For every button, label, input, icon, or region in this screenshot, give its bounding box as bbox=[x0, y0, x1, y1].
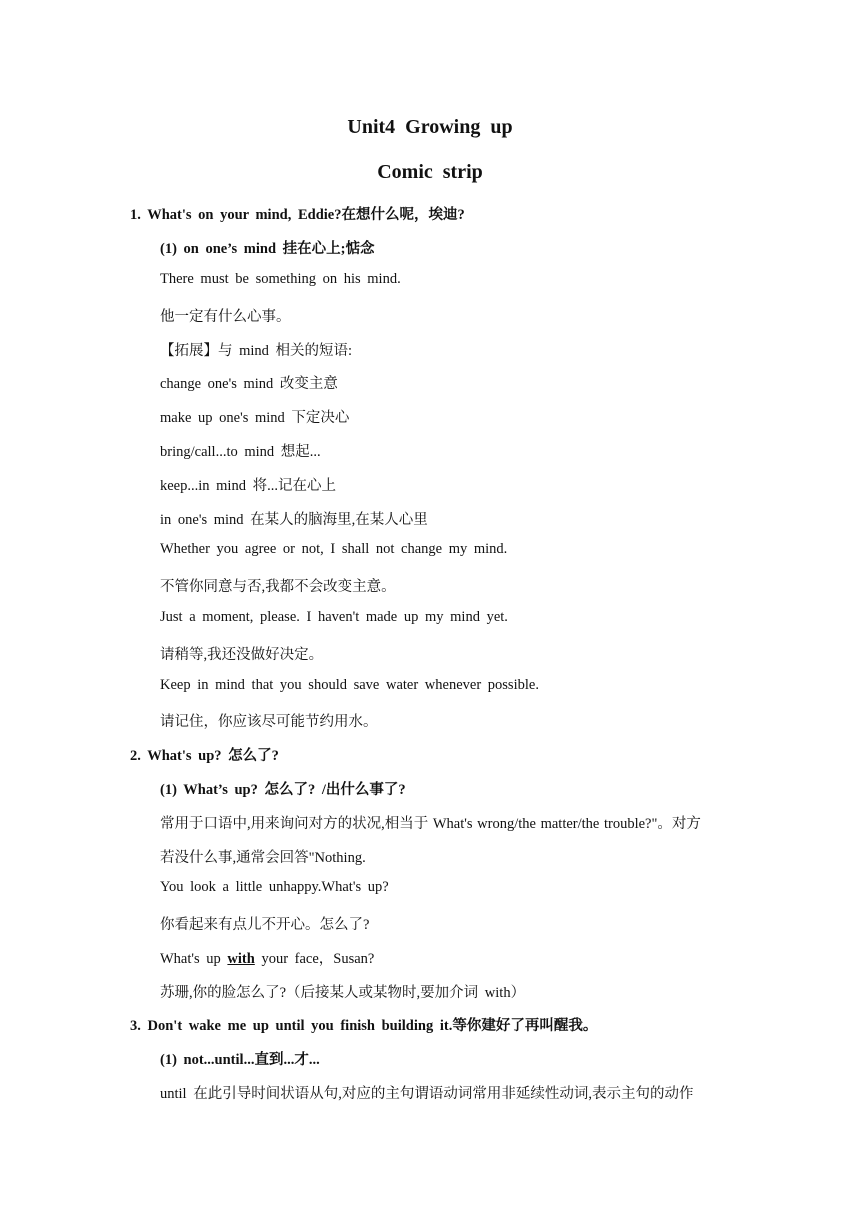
text-line: There must be something on his mind. bbox=[160, 271, 401, 287]
text-line: 请记住，你应该尽可能节约用水。 bbox=[160, 714, 378, 730]
text-line: Just a moment, please. I haven't made up my mind yet. bbox=[160, 609, 508, 625]
section-heading-1: 1. What's on your mind, Eddie?在想什么呢，埃迪? bbox=[130, 207, 465, 223]
example-sentence bbox=[160, 947, 374, 968]
section-heading-3: 3. Don't wake me up until you finish building it.等你建好了再叫醒我。 bbox=[130, 1018, 598, 1034]
example-post: your face，Susan? bbox=[254, 951, 375, 967]
text-line: 请稍等,我还没做好决定。 bbox=[160, 647, 324, 663]
text-line: Whether you agree or not, I shall not change my mind. bbox=[160, 541, 508, 557]
text-line: 不管你同意与否,我都不会改变主意。 bbox=[160, 579, 396, 595]
text-line: keep...in mind 将...记在心上 bbox=[160, 478, 336, 494]
text-line: 他一定有什么心事。 bbox=[160, 309, 291, 325]
example-pre: What's up bbox=[160, 951, 228, 967]
subheading-2-1: (1) What’s up? 怎么了? /出什么事了? bbox=[160, 782, 406, 798]
text-line: 常用于口语中,用来询问对方的状况,相当于 What's wrong/the matter/the trouble?"。对方 bbox=[160, 816, 701, 832]
text-line: You look a little unhappy.What's up? bbox=[160, 879, 389, 895]
text-line: 【拓展】与 mind 相关的短语: bbox=[160, 343, 353, 359]
text-line: change one's mind 改变主意 bbox=[160, 376, 338, 392]
subheading-3-1: (1) not...until...直到...才... bbox=[160, 1052, 320, 1068]
text-line: in one's mind 在某人的脑海里,在某人心里 bbox=[160, 512, 428, 528]
text-line: bring/call...to mind 想起... bbox=[160, 444, 321, 460]
text-line: 你看起来有点儿不开心。怎么了? bbox=[160, 917, 370, 933]
section-heading-2: 2. What's up? 怎么了? bbox=[130, 748, 279, 764]
text-line: Keep in mind that you should save water whenever possible. bbox=[160, 677, 539, 693]
document-subtitle: Comic strip bbox=[377, 161, 483, 183]
text-line: make up one's mind 下定决心 bbox=[160, 410, 350, 426]
text-line: 若没什么事,通常会回答"Nothing. bbox=[160, 850, 366, 866]
subheading-1-1: (1) on one’s mind 挂在心上;惦念 bbox=[160, 241, 375, 257]
text-line: 苏珊,你的脸怎么了?（后接某人或某物时,要加介词 with） bbox=[160, 985, 526, 1001]
underlined-word-with: with bbox=[227, 951, 255, 967]
document-title: Unit4 Growing up bbox=[347, 116, 513, 138]
text-line: until 在此引导时间状语从句,对应的主句谓语动词常用非延续性动词,表示主句的动作 bbox=[160, 1086, 694, 1102]
